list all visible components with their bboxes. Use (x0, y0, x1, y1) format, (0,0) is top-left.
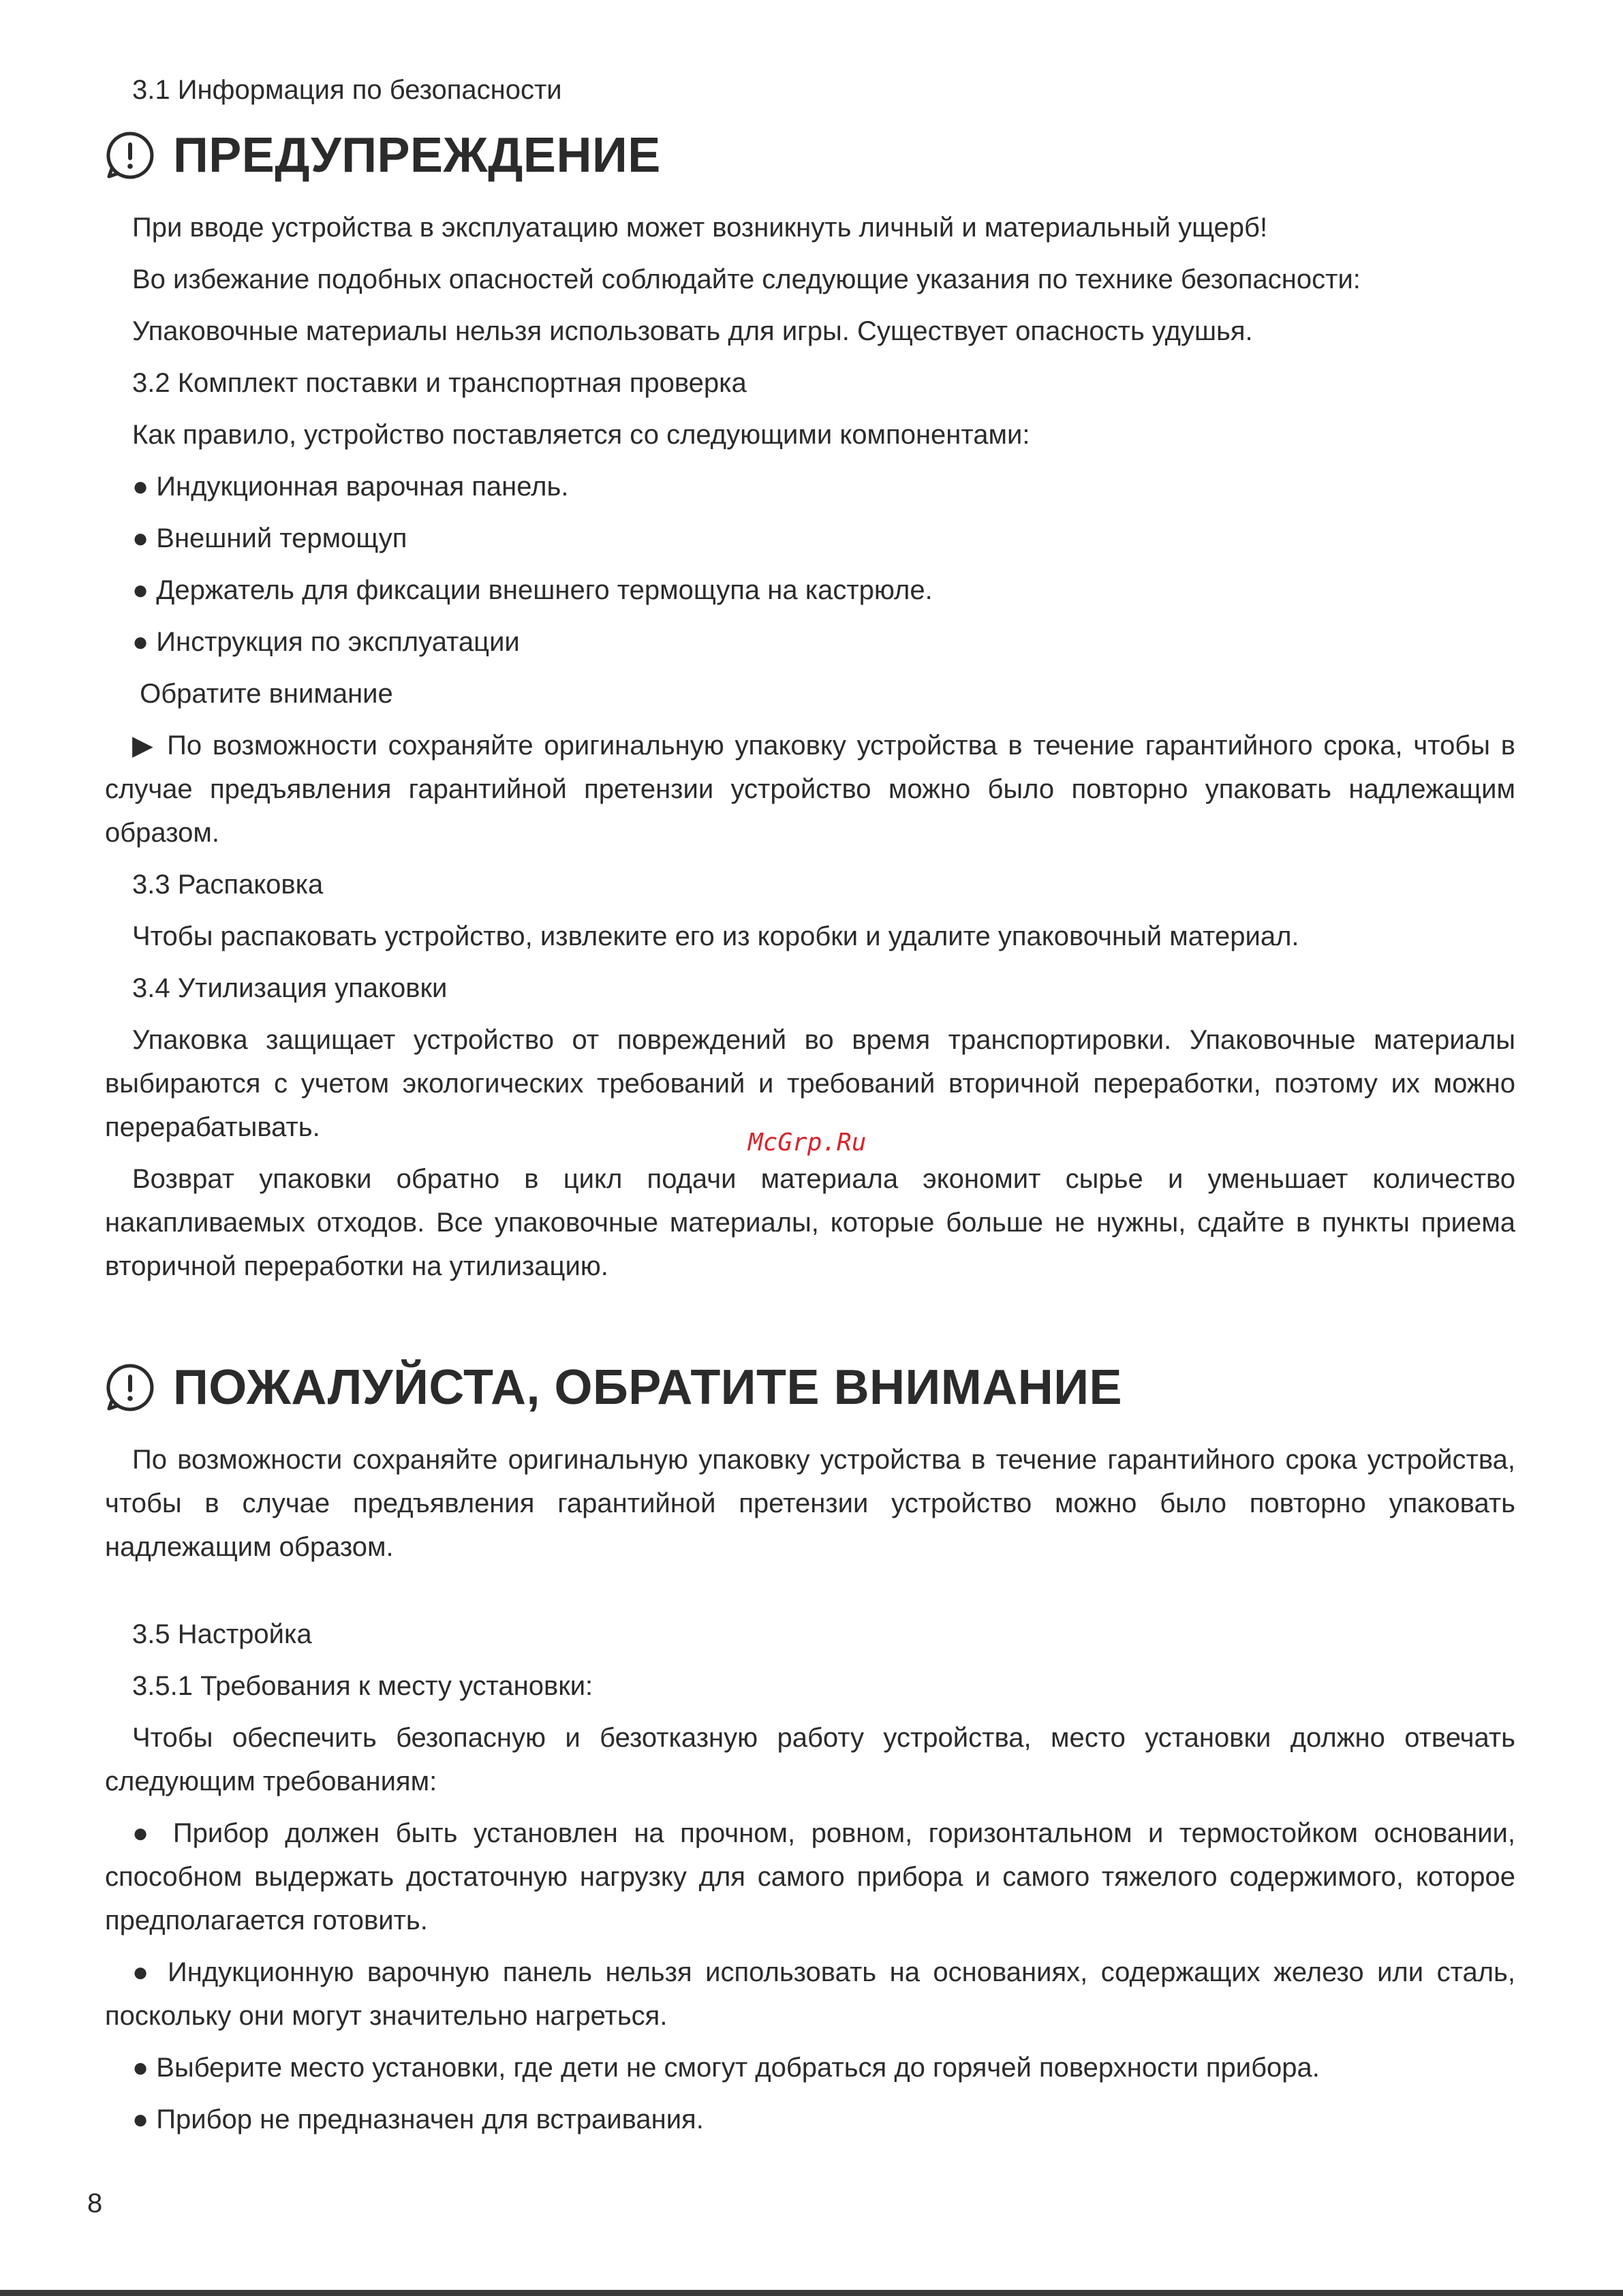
section-3-4-paragraph: Возврат упаковки обратно в цикл подачи материала экономит сырье и уменьшает количество накапливаемых отходов. Все упаковочные материалы, которые больше не нужны, сдайте в пункты приема вторичной переработки на утилизацию. (105, 1164, 1515, 1281)
notice-heading (105, 1353, 1515, 1422)
warning-line: Во избежание подобных опасностей соблюдайте следующие указания по технике безопасности: (132, 264, 1361, 294)
note-label: Обратите внимание (132, 679, 393, 709)
page-content (105, 68, 1515, 2149)
warning-title: ПРЕДУПРЕЖДЕНИЕ (173, 128, 661, 183)
section-3-4-paragraph: Упаковка защищает устройство от повреждений во время транспортировки. Упаковочные материалы выбираются с учетом экологических требований и требований вторичной переработки, поэтому их можно перерабатывать. (105, 1025, 1515, 1142)
list-item: ● Инструкция по эксплуатации (132, 627, 520, 657)
page-number: 8 (87, 2188, 103, 2218)
watermark: McGrp.Ru (748, 1129, 867, 1157)
exclamation-icon (105, 130, 155, 181)
section-3-3-heading: 3.3 Распаковка (132, 870, 324, 900)
section-3-2-intro: Как правило, устройство поставляется со следующими компонентами: (132, 420, 1030, 450)
list-item: ● Держатель для фиксации внешнего термощупа на кастрюле. (132, 575, 933, 605)
bottom-border (0, 2290, 1623, 2296)
list-item: ● Индукционную варочную панель нельзя использовать на основаниях, содержащих железо или сталь, поскольку они могут значительно нагреться. (105, 1957, 1515, 2031)
list-item: ● Прибор не предназначен для встраивания. (132, 2104, 704, 2134)
notice-title: ПОЖАЛУЙСТА, ОБРАТИТЕ ВНИМАНИЕ (173, 1360, 1123, 1415)
warning-line: При вводе устройства в эксплуатацию может возникнуть личный и материальный ущерб! (132, 213, 1268, 243)
list-item: ● Выберите место установки, где дети не смогут добраться до горячей поверхности прибора. (132, 2053, 1320, 2083)
notice-text: По возможности сохраняйте оригинальную упаковку устройства в течение гарантийного срока устройства, чтобы в случае предъявления гарантийной претензии устройство можно было повторно упаковать надлежащим образом. (105, 1445, 1515, 1562)
section-3-3-text: Чтобы распаковать устройство, извлеките его из коробки и удалите упаковочный материал. (132, 921, 1299, 951)
note-text: ▶ По возможности сохраняйте оригинальную упаковку устройства в течение гарантийного срока, чтобы в случае предъявления гарантийной претензии устройство можно было повторно упаковать надлежащим образом. (105, 731, 1515, 848)
list-item: ● Внешний термощуп (132, 523, 407, 553)
list-item: ● Индукционная варочная панель. (132, 472, 569, 502)
warning-heading (105, 121, 1515, 189)
warning-line: Упаковочные материалы нельзя использовать для игры. Существует опасность удушья. (132, 316, 1253, 346)
section-3-1-heading: 3.1 Информация по безопасности (132, 75, 562, 105)
exclamation-icon (105, 1362, 155, 1413)
section-3-2-heading: 3.2 Комплект поставки и транспортная проверка (132, 368, 747, 398)
section-3-5-1-heading: 3.5.1 Требования к месту установки: (132, 1671, 593, 1701)
section-3-5-heading: 3.5 Настройка (132, 1619, 312, 1649)
section-3-5-intro: Чтобы обеспечить безопасную и безотказную работу устройства, место установки должно отвечать следующим требованиям: (105, 1723, 1515, 1796)
section-3-4-heading: 3.4 Утилизация упаковки (132, 973, 448, 1003)
list-item: ● Прибор должен быть установлен на прочном, ровном, горизонтальном и термостойком основании, способном выдержать достаточную нагрузку для самого прибора и самого тяжелого содержимого, которое предполагается готовить. (105, 1818, 1515, 1935)
